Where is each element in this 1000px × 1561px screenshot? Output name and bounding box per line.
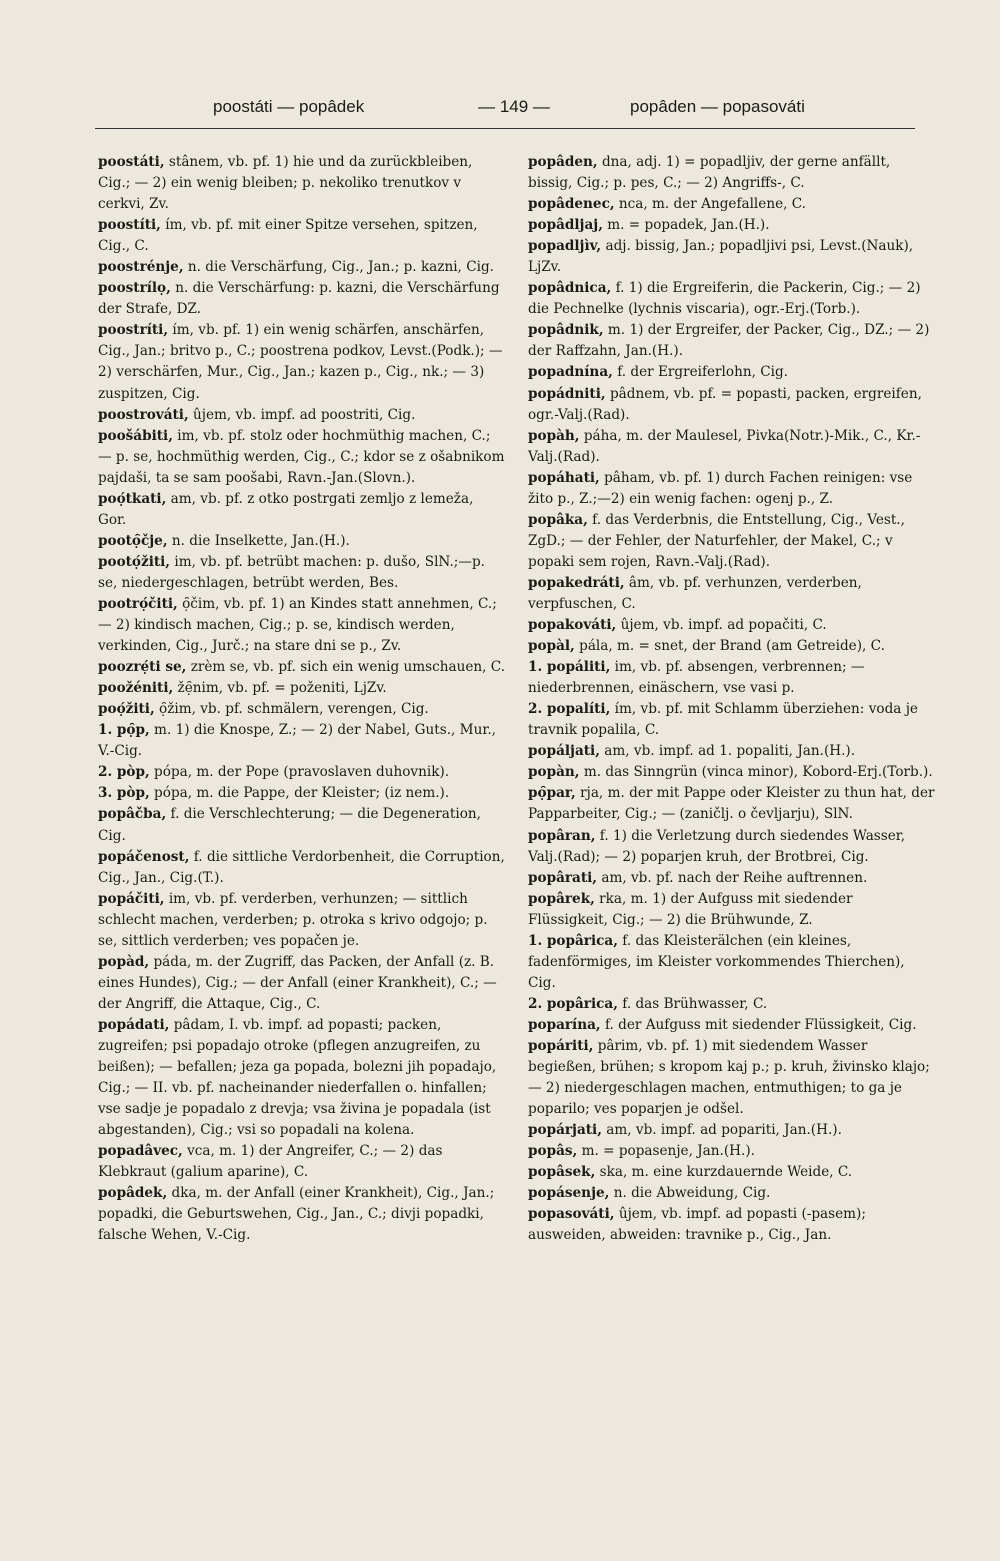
dictionary-entry xyxy=(98,678,506,699)
entry-headword: popâčba, xyxy=(98,806,167,823)
entry-definition: âm, vb. pf. verhunzen, verderben, verpfuschen, C. xyxy=(528,574,862,612)
entry-headword: popáljati, xyxy=(528,743,600,760)
entry-definition: pâdam, I. vb. impf. ad popasti; packen, zugreifen; psi popadajo otroke (pflegen anzugreifen, zu beißen); — befallen; jeza ga popada, bolezni jih popadajo, Cig.; — II. vb. pf. nacheinander niederfallen o. hinfallen; vse sadje je popadalo z drevja; vsa živina je popadala (ist abgestanden), Cig.; vsi so popadali na kolena. xyxy=(98,1016,497,1139)
dictionary-entry xyxy=(528,762,936,783)
entry-definition: m. = popasenje, Jan.(H.). xyxy=(577,1143,755,1160)
entry-definition: pópa, m. die Pappe, der Kleister; (iz nem.). xyxy=(149,785,450,802)
entry-headword: popâdljaj, xyxy=(528,217,603,234)
entry-definition: stânem, vb. pf. 1) hie und da zurückbleiben, Cig.; — 2) ein wenig bleiben; p. nekoliko trenutkov v cerkvi, Zv. xyxy=(98,154,473,213)
header-rule xyxy=(95,128,915,129)
dictionary-entry xyxy=(528,320,936,362)
entry-headword: popárjati, xyxy=(528,1122,602,1139)
entry-headword: 1. popáliti, xyxy=(528,659,611,676)
entry-definition: f. der Aufguss mit siedender Flüssigkeit, Cig. xyxy=(600,1016,917,1033)
entry-definition: adj. bissig, Jan.; popadljivi psi, Levst.(Nauk), LjZv. xyxy=(528,238,914,276)
entry-headword: 2. pòp, xyxy=(98,764,150,781)
dictionary-entry xyxy=(528,699,936,741)
dictionary-entry xyxy=(98,426,506,489)
entry-definition: dka, m. der Anfall (einer Krankheit), Cig., Jan.; popadki, die Geburtswehen, Cig., Jan., C.; divji popadki, falsche Wehen, V.-Cig. xyxy=(98,1185,495,1244)
dictionary-entry xyxy=(98,489,506,531)
entry-headword: popadljìv, xyxy=(528,238,602,255)
entry-definition: f. das Verderbnis, die Entstellung, Cig., Vest., ZgD.; — der Fehler, der Naturfehler, der Makel, C.; v popaki sem rojen, Ravn.-Valj.(Rad). xyxy=(528,511,905,570)
entry-definition: m. das Sinngrün (vinca minor), Kobord-Erj.(Torb.). xyxy=(579,764,933,781)
dictionary-entry xyxy=(98,531,506,552)
entry-headword: poožéniti, xyxy=(98,680,174,697)
dictionary-entry xyxy=(98,1183,506,1246)
dictionary-entry xyxy=(528,194,936,215)
entry-definition: im, vb. pf. betrübt machen: p. dušo, SlN.;—p. se, niedergeschlagen, betrübt werden, Bes. xyxy=(98,553,485,591)
entry-definition: ska, m. eine kurzdauernde Weide, C. xyxy=(595,1164,853,1181)
entry-headword: pootọ̑čje, xyxy=(98,532,168,549)
dictionary-entry xyxy=(98,594,506,657)
dictionary-entry xyxy=(528,152,936,194)
entry-headword: popâsek, xyxy=(528,1164,596,1181)
dictionary-entry xyxy=(528,783,936,825)
entry-headword: popàn, xyxy=(528,764,580,781)
entry-headword: 1. pọ̑p, xyxy=(98,722,150,739)
dictionary-entry xyxy=(528,931,936,994)
entry-headword: poọ́žiti, xyxy=(98,701,155,718)
entry-headword: popasováti, xyxy=(528,1206,615,1223)
entry-headword: popâs, xyxy=(528,1143,578,1160)
entry-definition: f. der Ergreiferlohn, Cig. xyxy=(612,364,788,381)
entry-headword: poparína, xyxy=(528,1016,601,1033)
dictionary-entry xyxy=(98,783,506,804)
page-number: — 149 — xyxy=(478,97,550,116)
entry-definition: ọ̑žim, vb. pf. schmälern, verengen, Cig. xyxy=(154,701,429,718)
entry-headword: popâdek, xyxy=(98,1185,168,1202)
entry-definition: ọ̑čim, vb. pf. 1) an Kindes statt annehmen, C.; — 2) kindisch machen, Cig.; p. se, kindisch werden, verkinden, Cig., Jurč.; na stare dni se p., Zv. xyxy=(98,595,497,655)
entry-definition: vca, m. 1) der Angreifer, C.; — 2) das Klebkraut (galium aparine), C. xyxy=(98,1143,443,1181)
entry-definition: n. die Inselkette, Jan.(H.). xyxy=(167,532,350,549)
dictionary-entry xyxy=(528,889,936,931)
entry-headword: poošábiti, xyxy=(98,427,173,444)
entry-definition: n. die Verschärfung: p. kazni, die Verschärfung der Strafe, DZ. xyxy=(98,280,500,318)
entry-definition: im, vb. pf. absengen, verbrennen; — niederbrennen, einäschern, vse vasi p. xyxy=(528,659,865,697)
entry-headword: popâka, xyxy=(528,511,588,528)
entry-definition: páha, m. der Maulesel, Pivka(Notr.)-Mik., C., Kr.-Valj.(Rad). xyxy=(528,427,921,465)
dictionary-entry xyxy=(528,994,936,1015)
dictionary-entry xyxy=(528,362,936,383)
dictionary-entry xyxy=(98,804,506,846)
entry-headword: popâdenec, xyxy=(528,196,615,213)
entry-definition: dna, adj. 1) = popadljiv, der gerne anfällt, bissig, Cig.; p. pes, C.; — 2) Angriffs-, C. xyxy=(528,154,891,192)
entry-definition: am, vb. pf. nach der Reihe auftrennen. xyxy=(597,869,868,886)
entry-headword: popakedráti, xyxy=(528,574,625,591)
entry-definition: ûjem, vb. impf. ad poostriti, Cig. xyxy=(188,406,416,423)
entry-definition: ím, vb. pf. 1) ein wenig schärfen, anschärfen, Cig., Jan.; britvo p., C.; poostrena podkov, Levst.(Podk.); — 2) verschärfen, Mur., Cig., Jan.; kazen p., Cig., nk.; — 3) zuspitzen, Cig. xyxy=(98,322,503,402)
dictionary-entry xyxy=(528,468,936,510)
entry-headword: popâden, xyxy=(528,154,598,170)
dictionary-entry xyxy=(528,868,936,889)
dictionary-entry xyxy=(98,405,506,426)
dictionary-entry xyxy=(528,278,936,320)
entry-headword: 2. popârica, xyxy=(528,995,618,1012)
dictionary-entry xyxy=(98,657,506,678)
entry-definition: pâham, vb. pf. 1) durch Fachen reinigen: vse žito p., Z.;—2) ein wenig fachen: ogenj p., Z. xyxy=(528,469,913,507)
entry-definition: im, vb. pf. verderben, verhunzen; — sittlich schlecht machen, verderben; p. otroka s krivo odgojo; p. se, sittlich verderben; ves popačen je. xyxy=(98,890,488,949)
entry-definition: m. = popadek, Jan.(H.). xyxy=(602,217,770,234)
entry-definition: m. 1) der Ergreifer, der Packer, Cig., DZ.; — 2) der Raffzahn, Jan.(H.). xyxy=(528,322,930,360)
entry-definition: rka, m. 1) der Aufguss mit siedender Flüssigkeit, Cig.; — 2) die Brühwunde, Z. xyxy=(528,890,853,928)
entry-headword: popâdnica, xyxy=(528,280,612,297)
entry-headword: 2. popalíti, xyxy=(528,701,611,718)
running-header xyxy=(0,97,1000,121)
dictionary-entry xyxy=(528,510,936,573)
dictionary-entry xyxy=(528,615,936,636)
dictionary-entry xyxy=(528,1183,936,1204)
entry-definition: m. 1) die Knospe, Z.; — 2) der Nabel, Guts., Mur., V.-Cig. xyxy=(98,722,496,760)
dictionary-entry xyxy=(528,1141,936,1162)
entry-definition: pópa, m. der Pope (pravoslaven duhovnik). xyxy=(149,764,450,781)
dictionary-entry xyxy=(528,636,936,657)
entry-headword: popáčiti, xyxy=(98,890,165,907)
entry-definition: pârim, vb. pf. 1) mit siedendem Wasser begießen, brühen; s kropom kaj p.; p. kruh, živinsko klajo; — 2) niedergeschlagen machen, entmuthigen; to ga je poparilo; ves poparjen je odšel. xyxy=(528,1037,930,1118)
entry-headword: popâdnik, xyxy=(528,322,604,339)
dictionary-entry xyxy=(98,889,506,952)
dictionary-entry xyxy=(98,699,506,720)
entry-definition: im, vb. pf. stolz oder hochmüthig machen, C.; — p. se, hochmüthig werden, Cig., C.; kdor se z ošabnikom pajdaši, ta se sam poošabi, Ravn.-Jan.(Slovn.). xyxy=(98,427,505,486)
entry-definition: rja, m. der mit Pappe oder Kleister zu thun hat, der Papparbeiter, Cig.; — (zaničlj. o čevljarju), SlN. xyxy=(528,785,935,823)
dictionary-entry xyxy=(98,720,506,762)
entry-headword: 3. pòp, xyxy=(98,785,150,802)
dictionary-entry xyxy=(528,384,936,426)
entry-headword: popârati, xyxy=(528,869,598,886)
entry-headword: poostíti, xyxy=(98,217,161,234)
entry-headword: popàl, xyxy=(528,638,575,655)
entry-definition: f. 1) die Ergreiferin, die Packerin, Cig.; — 2) die Pechnelke (lychnis viscaria), ogr.-Erj.(Torb.). xyxy=(528,280,921,318)
dictionary-entry xyxy=(528,1015,936,1036)
entry-definition: ím, vb. pf. mit Schlamm überziehen: voda je travnik popalila, C. xyxy=(528,701,918,739)
entry-headword: popadnína, xyxy=(528,364,613,381)
entry-definition: f. das Brühwasser, C. xyxy=(617,995,768,1012)
entry-definition: ûjem, vb. impf. ad popasti (-pasem); ausweiden, abweiden: travnike p., Cig., Jan. xyxy=(528,1206,866,1244)
entry-definition: am, vb. impf. ad 1. popaliti, Jan.(H.). xyxy=(599,743,856,760)
dictionary-entry xyxy=(528,1120,936,1141)
entry-definition: n. die Abweidung, Cig. xyxy=(609,1185,771,1202)
dictionary-entry xyxy=(528,1204,936,1246)
entry-headword: 1. popârica, xyxy=(528,932,618,949)
entry-definition: f. die sittliche Verdorbenheit, die Corruption, Cig., Jan., Cig.(T.). xyxy=(98,848,505,886)
entry-definition: am, vb. impf. ad popariti, Jan.(H.). xyxy=(601,1122,842,1139)
entry-headword: poostríti, xyxy=(98,322,169,339)
dictionary-entry xyxy=(98,762,506,783)
entry-definition: pála, m. = snet, der Brand (am Getreide), C. xyxy=(574,638,885,655)
entry-headword: poostáti, xyxy=(98,154,165,170)
dictionary-entry xyxy=(98,320,506,404)
entry-headword: poọ́tkati, xyxy=(98,490,167,507)
entry-definition: f. das Kleisterälchen (ein kleines, fadenförmiges, im Kleister vorkommendes Thierchen), Cig. xyxy=(528,932,905,991)
dictionary-entry xyxy=(528,426,936,468)
dictionary-entry xyxy=(528,236,936,278)
dictionary-entry xyxy=(98,552,506,594)
dictionary-entry xyxy=(98,278,506,320)
dictionary-entry xyxy=(98,952,506,1015)
entry-definition: nca, m. der Angefallene, C. xyxy=(614,196,807,213)
dictionary-entry xyxy=(98,215,506,257)
dictionary-entry xyxy=(528,215,936,236)
dictionary-entry xyxy=(98,1015,506,1141)
entry-headword: popadâvec, xyxy=(98,1143,183,1160)
entry-definition: ûjem, vb. impf. ad popačiti, C. xyxy=(616,617,827,634)
dictionary-entry xyxy=(528,1036,936,1120)
entry-headword: popásenje, xyxy=(528,1185,610,1202)
header-right-guide: popâden — popasováti xyxy=(630,97,805,116)
dictionary-entry xyxy=(528,826,936,868)
entry-headword: poozrẹ́ti se, xyxy=(98,659,187,676)
entry-headword: popàh, xyxy=(528,427,580,444)
entry-headword: popáriti, xyxy=(528,1037,594,1054)
entry-headword: poostrílọ, xyxy=(98,280,171,297)
entry-headword: pootọ́žiti, xyxy=(98,553,171,570)
entry-headword: popáčenost, xyxy=(98,848,190,865)
entry-headword: poostrováti, xyxy=(98,406,189,423)
dictionary-entry xyxy=(98,847,506,889)
entry-definition: f. die Verschlechterung; — die Degeneration, Cig. xyxy=(98,806,481,844)
entry-headword: popádniti, xyxy=(528,385,606,402)
entry-headword: popâran, xyxy=(528,827,596,844)
dictionary-entry xyxy=(98,1141,506,1183)
entry-definition: f. 1) die Verletzung durch siedendes Wasser, Valj.(Rad); — 2) poparjen kruh, der Brotbrei, Cig. xyxy=(528,827,906,865)
left-column xyxy=(98,152,506,1246)
entry-headword: poostrénje, xyxy=(98,259,184,276)
dictionary-entry xyxy=(98,257,506,278)
entry-definition: n. die Verschärfung, Cig., Jan.; p. kazni, Cig. xyxy=(183,259,494,276)
entry-headword: pọ̑par, xyxy=(528,785,576,802)
dictionary-entry xyxy=(528,657,936,699)
dictionary-entry xyxy=(528,741,936,762)
dictionary-entry xyxy=(528,573,936,615)
entry-headword: popáhati, xyxy=(528,469,600,486)
entry-headword: popàd, xyxy=(98,953,150,970)
dictionary-entry xyxy=(98,152,506,215)
right-column xyxy=(528,152,936,1246)
entry-definition: páda, m. der Zugriff, das Packen, der Anfall (z. B. eines Hundes), Cig.; — der Anfall (einer Krankheit), C.; — der Angriff, die Attaque, Cig., C. xyxy=(98,953,497,1012)
entry-definition: am, vb. pf. z otko postrgati zemljo z lemeža, Gor. xyxy=(98,490,474,528)
entry-definition: zrèm se, vb. pf. sich ein wenig umschauen, C. xyxy=(186,659,506,676)
entry-headword: pootrọ́čiti, xyxy=(98,595,178,612)
header-left-guide: poostáti — popâdek xyxy=(213,97,365,116)
entry-headword: popârek, xyxy=(528,890,595,907)
entry-definition: pâdnem, vb. pf. = popasti, packen, ergreifen, ogr.-Valj.(Rad). xyxy=(528,385,922,423)
entry-definition: žẹ̑nim, vb. pf. = poženiti, LjZv. xyxy=(173,680,387,697)
entry-headword: popakováti, xyxy=(528,617,617,634)
entry-definition: ím, vb. pf. mit einer Spitze versehen, spitzen, Cig., C. xyxy=(98,217,478,255)
dictionary-entry xyxy=(528,1162,936,1183)
entry-headword: popádati, xyxy=(98,1016,170,1033)
